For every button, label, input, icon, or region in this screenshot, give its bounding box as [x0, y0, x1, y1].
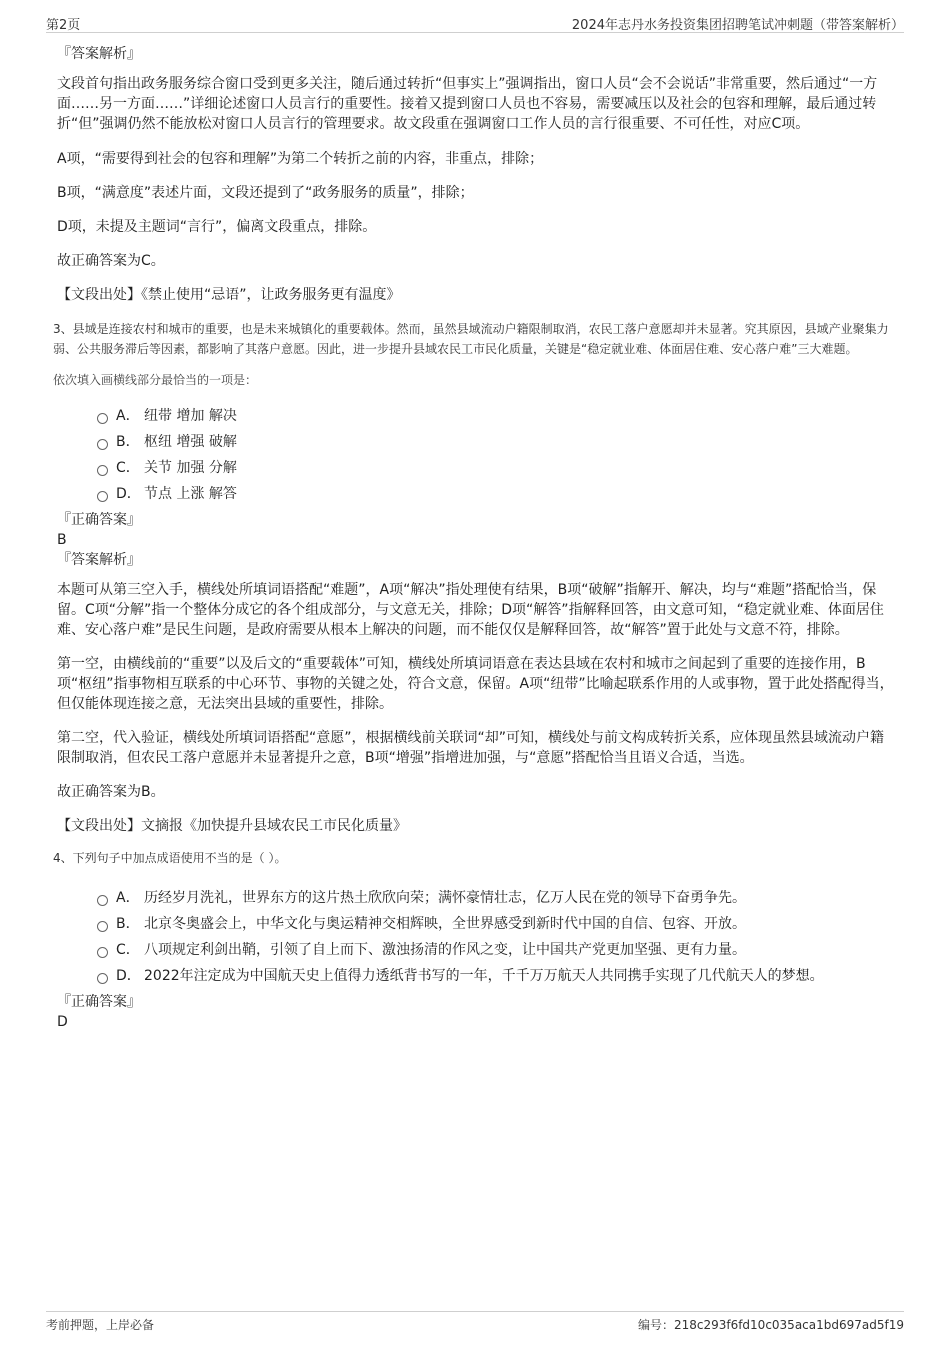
- radio-icon[interactable]: [97, 973, 108, 984]
- correct-answer: D: [57, 1014, 68, 1030]
- page-footer: [46, 1311, 904, 1338]
- radio-icon[interactable]: [97, 413, 108, 424]
- document-code: 编号：218c293f6fd10c035aca1bd697ad5f19: [637, 1318, 904, 1332]
- analysis-paragraph: 文段首句指出政务服务综合窗口受到更多关注，随后通过转折“但事实上”强调指出，窗口人员“会不会说话”非常重要，然后通过“一方面……另一方面……”详细论述窗口人员言行的重要性。接着又提到窗口人员也不容易，需要减压以及社会的包容和理解，最后通过转折“但”强调仍然不能放松对窗口人员言行的管理要求。故文段重在强调窗口工作人员的言行很重要、不可任性，对应C项。: [57, 76, 878, 132]
- conclusion: 故正确答案为B。: [57, 784, 165, 800]
- answer-tag: 『正确答案』: [57, 994, 141, 1010]
- question-prompt: 依次填入画横线部分最恰当的一项是：: [53, 373, 258, 387]
- radio-icon[interactable]: [97, 947, 108, 958]
- correct-answer: B: [57, 532, 67, 548]
- radio-icon[interactable]: [97, 895, 108, 906]
- main-content: [53, 44, 897, 1032]
- radio-icon[interactable]: [97, 491, 108, 502]
- conclusion: 故正确答案为C。: [57, 253, 165, 269]
- footer-slogan: 考前押题，上岸必备: [46, 1318, 155, 1332]
- option-a[interactable]: A． 历经岁月洗礼，世界东方的这片热土欣欣向荣；满怀豪情壮志，亿万人民在党的领导下奋勇争先。: [97, 884, 897, 910]
- document-title: 2024年志丹水务投资集团招聘笔试冲刺题（带答案解析）: [571, 18, 904, 33]
- analysis-paragraph: 本题可从第三空入手，横线处所填词语搭配“难题”，A项“解决”指处理使有结果，B项“破解”指解开、解决，均与“难题”搭配恰当，保留。C项“分解”指一个整体分成它的各个组成部分，与文意无关，排除；D项“解答”指解释回答，由文意可知，“稳定就业难、体面居住难、安心落户难”是民生问题，是政府需要从根本上解决的问题，而不能仅仅是解释回答，故“解答”置于此处与文意不符，排除。: [57, 582, 884, 638]
- options-list: [57, 402, 897, 506]
- option-d[interactable]: D． 2022年注定成为中国航天史上值得力透纸背书写的一年，千千万万航天人共同携手实现了几代航天人的梦想。: [97, 962, 897, 988]
- source-citation: 【文段出处】《禁止使用“忌语”，让政务服务更有温度》: [57, 287, 401, 303]
- page-number: 第2页: [46, 18, 81, 33]
- source-citation: 【文段出处】文摘报《加快提升县域农民工市民化质量》: [57, 818, 407, 834]
- options-list: [57, 884, 897, 988]
- radio-icon[interactable]: [97, 921, 108, 932]
- analysis-paragraph: B项，“满意度”表述片面，文段还提到了“政务服务的质量”，排除；: [57, 185, 474, 201]
- option-c[interactable]: C． 八项规定利剑出鞘，引领了自上而下、激浊扬清的作风之变，让中国共产党更加坚强、更有力量。: [97, 936, 897, 962]
- question-text: 3、县域是连接农村和城市的重要，也是未来城镇化的重要载体。然而，虽然县域流动户籍限制取消，农民工落户意愿却并未显著。究其原因，县域产业聚集力弱、公共服务滞后等因素，都影响了其落户意愿。因此，进一步提升县域农民工市民化质量，关键是“稳定就业难、体面居住难、安心落户难”三大难题。: [53, 322, 889, 356]
- analysis-paragraph: 第二空，代入验证，横线处所填词语搭配“意愿”，根据横线前关联词“却”可知，横线处与前文构成转折关系，应体现虽然县域流动户籍限制取消，但农民工落户意愿并未显著提升之意，B项“增强”指增进加强，与“意愿”搭配恰当且语义合适，当选。: [57, 730, 885, 766]
- question-text: 4、下列句子中加点成语使用不当的是（ ）。: [53, 851, 287, 865]
- option-b[interactable]: B． 北京冬奥盛会上，中华文化与奥运精神交相辉映，全世界感受到新时代中国的自信、包容、开放。: [97, 910, 897, 936]
- analysis-tag: 『答案解析』: [57, 552, 141, 568]
- analysis-paragraph: A项，“需要得到社会的包容和理解”为第二个转折之前的内容，非重点，排除；: [57, 151, 544, 167]
- page-header: [46, 10, 904, 33]
- option-b[interactable]: B． 枢纽 增强 破解: [97, 428, 897, 454]
- option-d[interactable]: D． 节点 上涨 解答: [97, 480, 897, 506]
- option-a[interactable]: A． 纽带 增加 解决: [97, 402, 897, 428]
- analysis-paragraph: D项，未提及主题词“言行”，偏离文段重点，排除。: [57, 219, 377, 235]
- radio-icon[interactable]: [97, 439, 108, 450]
- option-c[interactable]: C． 关节 加强 分解: [97, 454, 897, 480]
- analysis-tag: 『答案解析』: [57, 46, 141, 62]
- answer-tag: 『正确答案』: [57, 512, 141, 528]
- analysis-paragraph: 第一空，由横线前的“重要”以及后文的“重要载体”可知，横线处所填词语意在表达县域在农村和城市之间起到了重要的连接作用，B项“枢纽”指事物相互联系的中心环节、事物的关键之处，符合文意，保留。A项“纽带”比喻起联系作用的人或事物，置于此处搭配得当，但仅能体现连接之意，无法突出县域的重要性，排除。: [57, 656, 894, 712]
- radio-icon[interactable]: [97, 465, 108, 476]
